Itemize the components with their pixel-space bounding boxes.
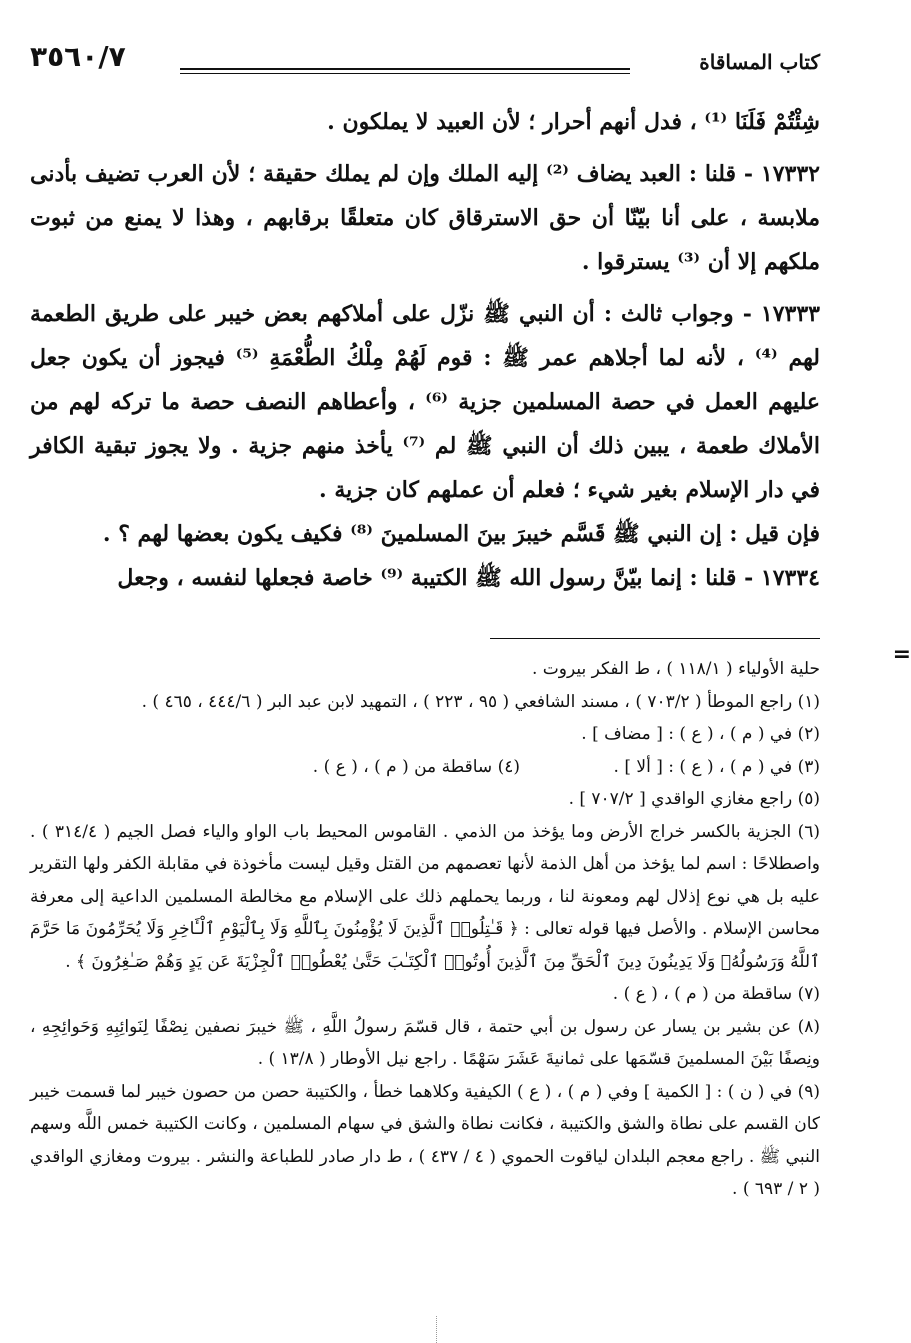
paragraph: ١٧٣٣٢ - قلنا : العبد يضاف ⁽²⁾ إليه الملك وإن لم يملك حقيقة ؛ لأن العرب تضيف بأدنى ملابسة ، على أنا بيّنّا أن حق الاسترقاق كان متعلقًا برقابهم ، وهذا لا يمنع من ثبوت ملكهم إلا أن ⁽³⁾ يسترقوا . — [30, 161, 820, 275]
footnote: (١) راجع الموطأ ( ٧٠٣/٢ ) ، مسند الشافعي ( ٩٥ ، ٢٢٣ ) ، التمهيد لابن عبد البر ( ٤٤٤/٦ ، ٤٦٥ ) . — [141, 691, 820, 712]
paragraph: ١٧٣٣٤ - قلنا : إنما بيّنَّ رسول الله ﷺ الكتيبة ⁽⁹⁾ خاصة فجعلها لنفسه ، وجعل — [117, 565, 820, 591]
page-header — [30, 40, 820, 82]
footnote: (٩) في ( ن ) : [ الكمية ] وفي ( م ) ، ( ع ) الكيفية وكلاهما خطأ ، والكتيبة حصن من حصون خيبر لما قسمت خيبر كان القسم على نطاة والشق والكتيبة ، فكانت نطاة والشق في سهام المسلمين ، وكانت الكتيبة خمس اللَّه وسهم النبي ﷺ . راجع معجم البلدان لياقوت الحموي ( ٤ / ٤٣٧ ) ، ط دار صادر للطباعة والنشر . بيروت ومغازي الواقدي ( ٢ / ٦٩٣ ) . — [30, 1081, 821, 1199]
footnote-divider — [490, 638, 820, 639]
footnote: (٨) عن بشير بن يسار عن رسول بن أبي حتمة ، قال قسّمَ رسولُ اللَّهِ ، ﷺ خيبرَ نصفين نِصْفًا لِنَوائِبِهِ وَحَوائِجِهِ ، ونِصفًا بَيْنَ المسلمينَ قسّمَها على ثمانيةَ عَشَرَ سَهْمًا . راجع نيل الأوطار ( ١٣/٨ ) . — [30, 1016, 820, 1069]
continuation-mark: = — [892, 642, 911, 667]
page-number: ٣٥٦٠/٧ — [30, 40, 126, 73]
paragraph: شِئْتُمْ فَلَنَا ⁽¹⁾ ، فدل أنهم أحرار ؛ لأن العبيد لا يملكون . — [327, 109, 820, 135]
footnote: (٣) في ( م ) ، ( ع ) : [ ألا ] . — [613, 756, 820, 777]
book-title: كتاب المساقاة — [699, 50, 820, 74]
footnotes — [30, 653, 820, 1206]
document-page — [30, 40, 820, 1206]
header-rule — [180, 68, 630, 74]
footnote: حلية الأولياء ( ١١٨/١ ) ، ط الفكر بيروت . — [531, 659, 820, 679]
footnote-row — [30, 751, 820, 784]
footnote: (٢) في ( م ) ، ( ع ) : [ مضاف ] . — [581, 724, 820, 744]
footnote: (٥) راجع مغازي الواقدي [ ٧٠٧/٢ ] . — [568, 789, 820, 809]
paragraph: فإن قيل : إن النبي ﷺ قَسَّم خيبرَ بينَ المسلمينَ ⁽⁸⁾ فكيف يكون بعضها لهم ؟ . — [102, 521, 820, 547]
footnote: (٧) ساقطة من ( م ) ، ( ع ) . — [612, 984, 820, 1004]
footnote: (٦) الجزية بالكسر خراج الأرض وما يؤخذ من الذمي . القاموس المحيط باب الواو والياء فصل الجيم ( ٣١٤/٤ ) . واصطلاحًا : اسم لما يؤخذ من أهل الذمة لأنها تعصمهم من القتل وقيل ليست مأخوذة في مقابلة الكفر ولها التقرير عليه بل هي نوع إذلال لهم ومعونة لنا ، وربما يحملهم ذلك على الإسلام مع مخالطة المسلمين الداعية إلى معرفة محاسن الإسلام . والأصل فيها قوله تعالى : ﴿ قَـٰتِلُوا۟ ٱلَّذِينَ لَا يُؤْمِنُونَ بِٱللَّهِ وَلَا بِٱلْيَوْمِ ٱلْـَٔاخِرِ وَلَا يُحَرِّمُونَ مَا حَرَّمَ ٱللَّهُ وَرَسُولُهُۥ وَلَا يَدِينُونَ دِينَ ٱلْحَقِّ مِنَ ٱلَّذِينَ أُوتُوا۟ ٱلْكِتَـٰبَ حَتَّىٰ يُعْطُوا۟ ٱلْجِزْيَةَ عَن يَدٍ وَهُمْ صَـٰغِرُونَ ﴾ . — [30, 821, 820, 972]
footnote: (٤) ساقطة من ( م ) ، ( ع ) . — [312, 756, 520, 777]
main-text — [30, 100, 820, 600]
scan-artifact — [436, 1316, 438, 1343]
paragraph: ١٧٣٣٣ - وجواب ثالث : أن النبي ﷺ نزّل على أملاكهم بعض خيبر على طريق الطعمة لهم ⁽⁴⁾ ، لأنه لما أجلاهم عمر ﷺ : قوم لَهُمْ مِلْكُ الطُّعْمَةِ ⁽⁵⁾ فيجوز أن يكون جعل عليهم العمل في حصة المسلمين جزية ⁽⁶⁾ ، وأعطاهم النصف حصة ما تركه لهم من الأملاك طعمة ، يبين ذلك أن النبي ﷺ لم ⁽⁷⁾ يأخذ منهم جزية . ولا يجوز تبقية الكافر في دار الإسلام بغير شيء ؛ فعلم أن عملهم كان جزية . — [30, 301, 821, 503]
